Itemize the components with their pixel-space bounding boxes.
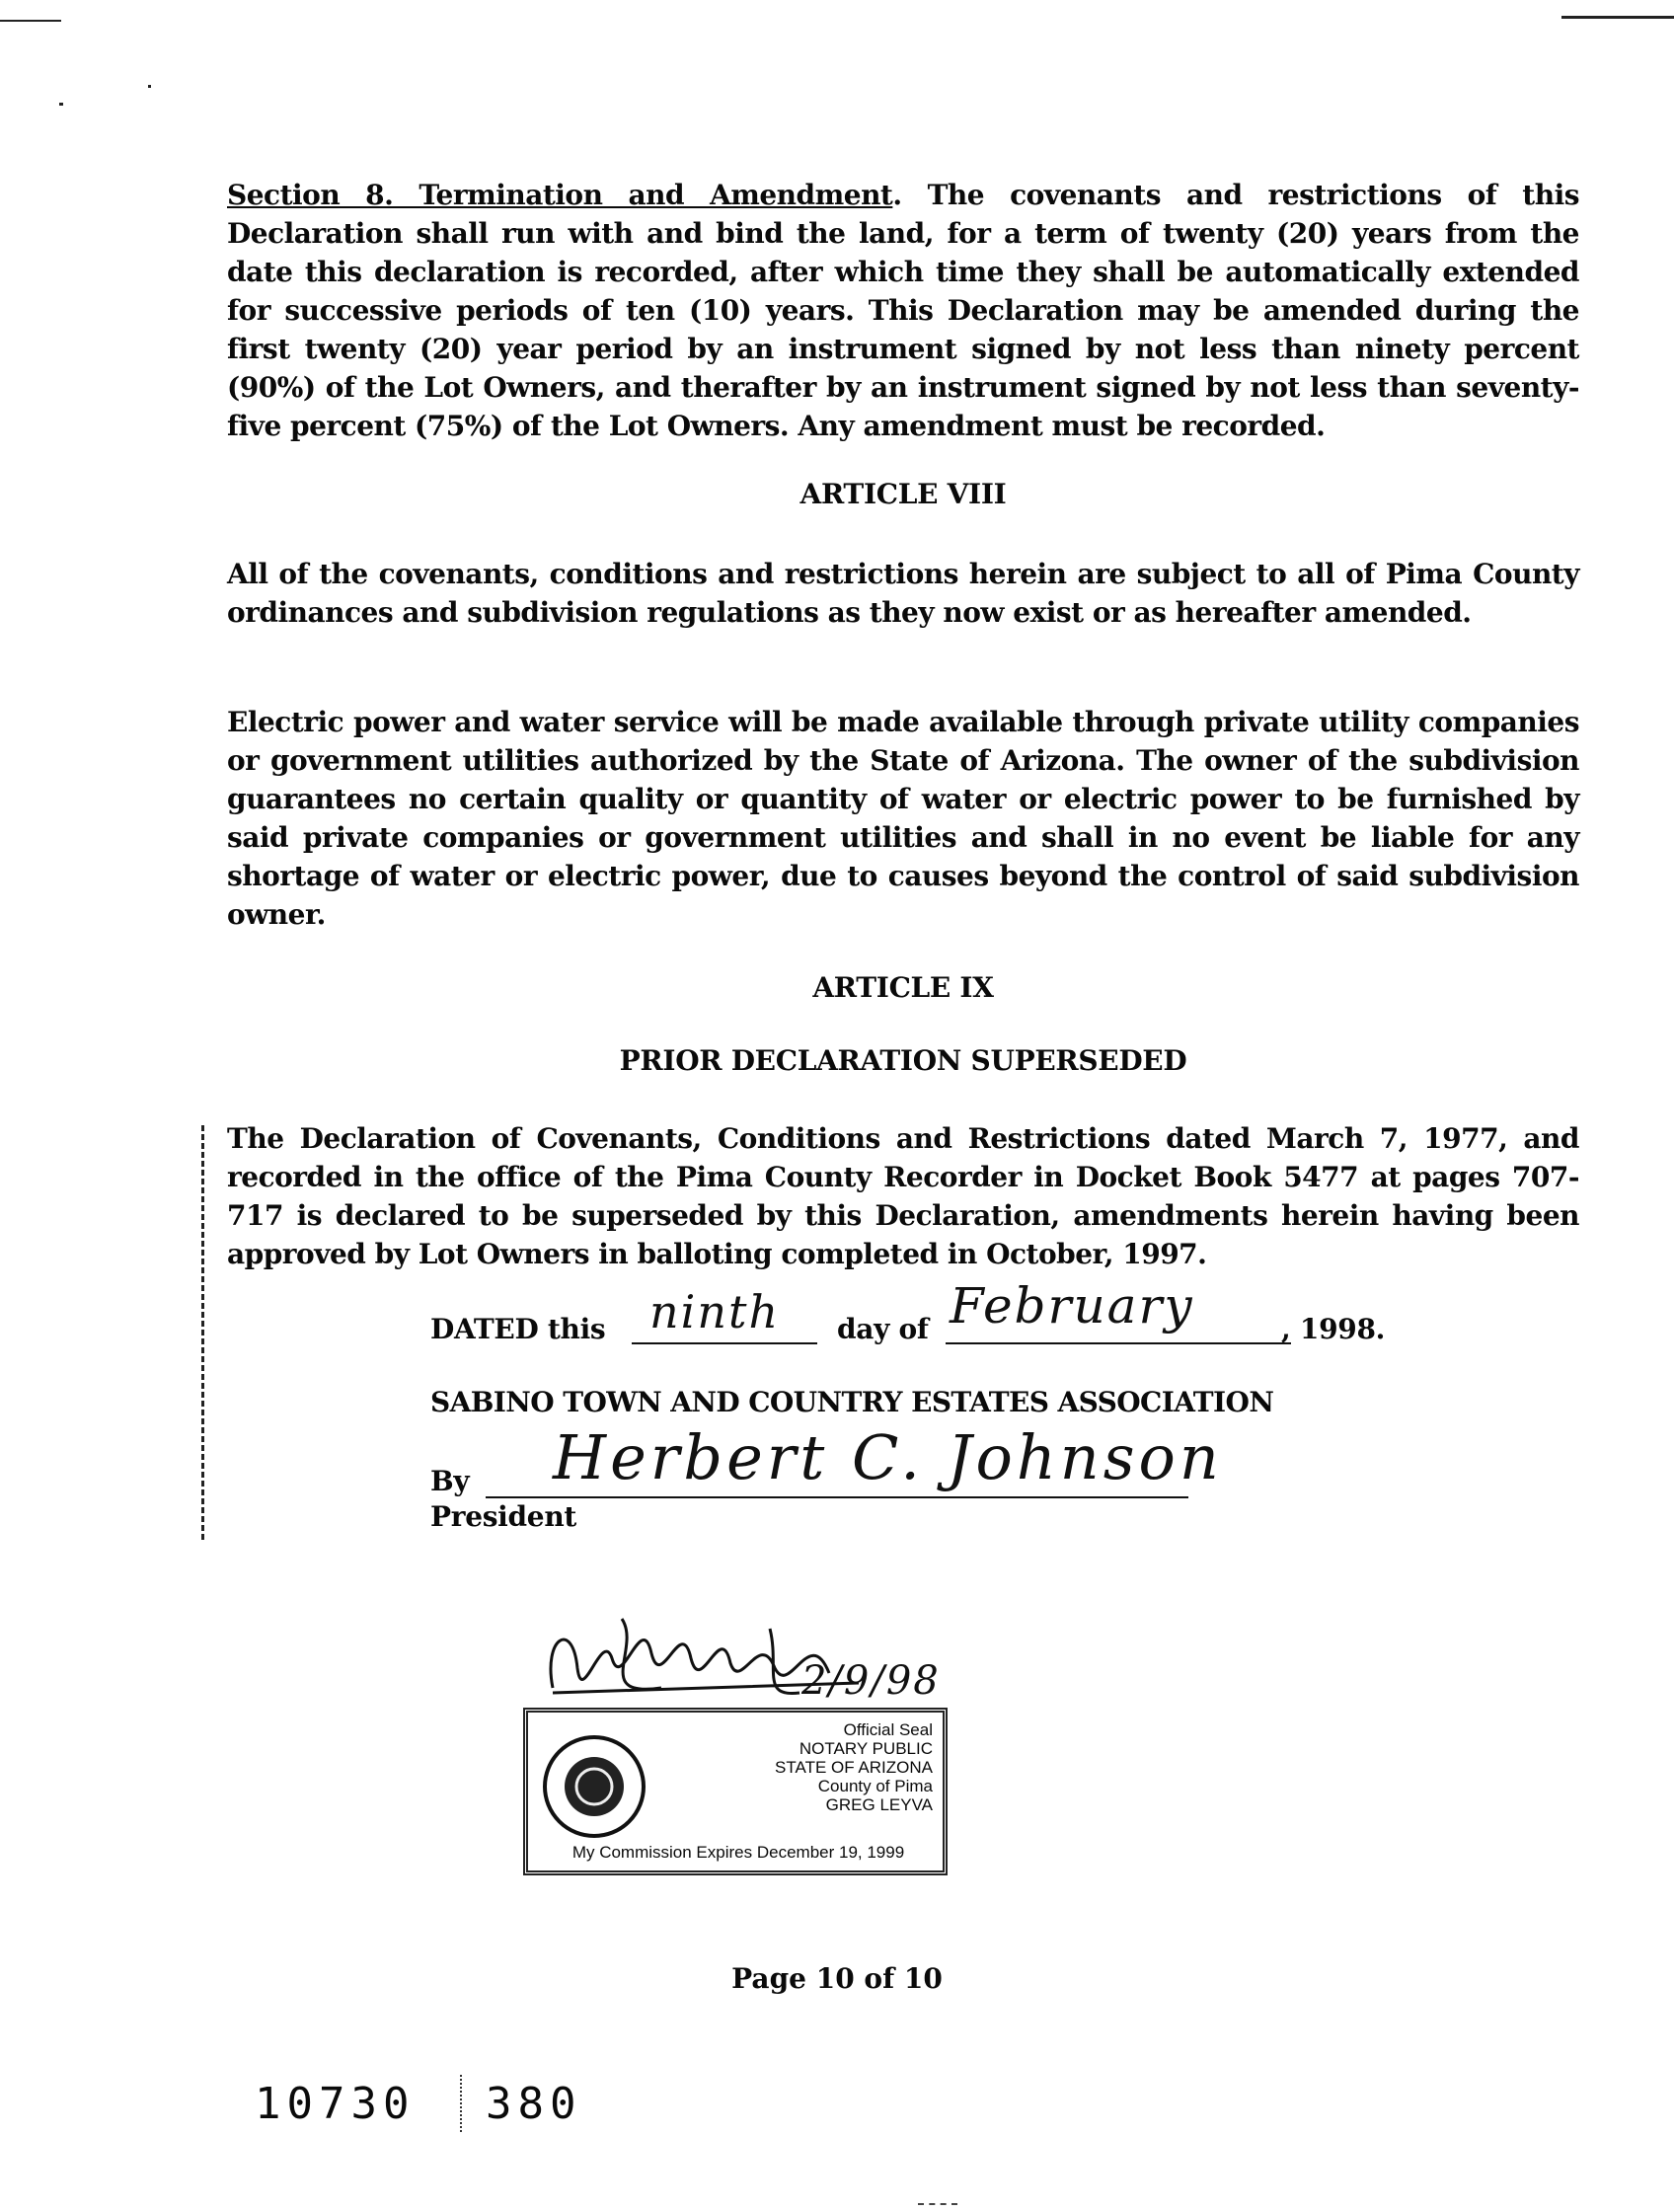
scan-mark-top-right [1561, 16, 1674, 19]
dated-year: , 1998. [1281, 1313, 1386, 1345]
section-8-text: . The covenants and restrictions of this Declaration shall run with and bind the land, for a term of twenty (20) years from the date this declaration is recorded, after which time they shall be automatically extended for successive periods of ten (10) years. This Declaration may be amended during the first twenty (20) year period by an instrument signed by not less than ninety percent (90%) of the Lot Owners, and therafter by an instrument signed by not less than seventy-five percent (75%) of the Lot Owners. Any amendment must be recorded. [227, 179, 1579, 442]
president-signature: Herbert C. Johnson [553, 1421, 1223, 1493]
article-ix-heading: ARTICLE IX [812, 971, 994, 1004]
month-line [946, 1342, 1291, 1344]
notary-stamp [523, 1708, 948, 1875]
article-viii-paragraph-1: All of the covenants, conditions and restrictions herein are subject to all of Pima County ordinances and subdivision regulations as they now exist or as hereafter amended. [227, 558, 1579, 629]
notary-line: NOTARY PUBLIC [799, 1739, 933, 1758]
state-seal-icon [540, 1732, 648, 1841]
notary-line: County of Pima [817, 1777, 933, 1795]
margin-change-bar [201, 1125, 204, 1540]
notary-line: GREG LEYVA [825, 1795, 933, 1814]
notary-stamp-lines [676, 1720, 933, 1814]
dated-prefix: DATED this [430, 1313, 606, 1345]
signature-line [486, 1496, 1188, 1498]
handwritten-month: February [950, 1277, 1194, 1335]
notary-commission: My Commission Expires December 19, 1999 [571, 1843, 905, 1862]
notary-line: STATE OF ARIZONA [775, 1758, 933, 1777]
president-label: President [430, 1500, 577, 1533]
day-line [632, 1342, 817, 1344]
article-ix-paragraph: The Declaration of Covenants, Conditions and Restrictions dated March 7, 1977, and recorded in the office of the Pima County Recorder in Docket Book 5477 at pages 707-717 is declared to be superseded by this Declaration, amendments herein having been approved by Lot Owners in balloting completed in October, 1997. [227, 1122, 1579, 1270]
page-number: Page 10 of 10 [731, 1962, 943, 1995]
scan-mark-top-left [0, 20, 61, 22]
scan-speck [59, 103, 63, 106]
article-ix-subheading: PRIOR DECLARATION SUPERSEDED [619, 1044, 1187, 1077]
docket-page: 380 [486, 2079, 582, 2129]
notary-date: 2/9/98 [801, 1658, 941, 1704]
scan-speck [148, 85, 151, 88]
handwritten-day: ninth [649, 1285, 781, 1338]
notary-line: Official Seal [843, 1720, 933, 1739]
by-label: By [430, 1465, 470, 1497]
docket-separator [460, 2075, 462, 2132]
section-8-paragraph [227, 176, 1579, 445]
scan-mark-bottom [918, 2203, 957, 2205]
dated-middle: day of [837, 1313, 929, 1345]
section-8-title: Section 8. Termination and Amendment [227, 179, 893, 211]
association-name: SABINO TOWN AND COUNTRY ESTATES ASSOCIATION [430, 1386, 1274, 1418]
article-viii-heading: ARTICLE VIII [799, 478, 1007, 510]
article-viii-paragraph-2: Electric power and water service will be made available through private utility companies or government utilities authorized by the State of Arizona. The owner of the subdivision guarantees no certain quality or quantity of water or electric power to be furnished by said private companies or government utilities and shall in no event be liable for any shortage of water or electric power, due to causes beyond the control of said subdivision owner. [227, 706, 1579, 931]
docket-number: 10730 [255, 2079, 416, 2129]
